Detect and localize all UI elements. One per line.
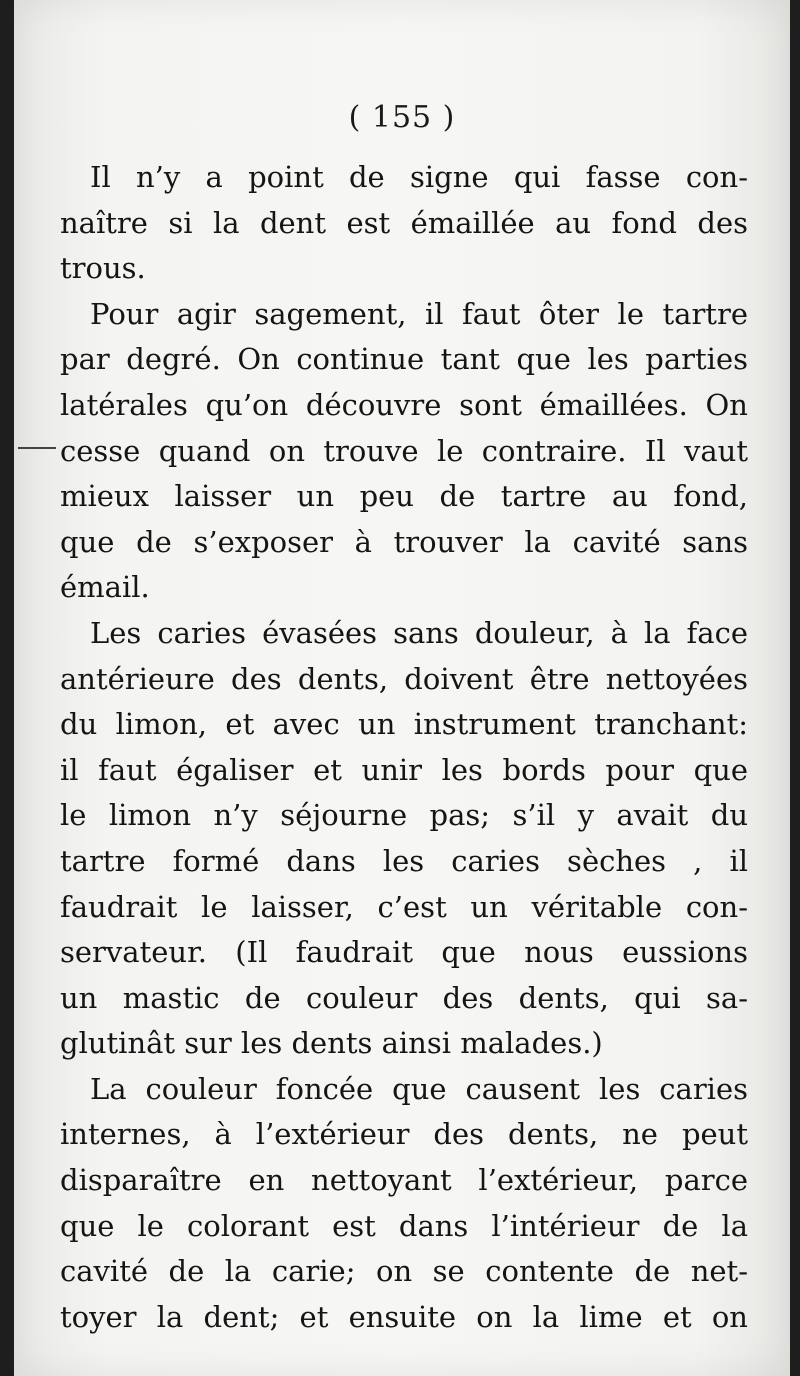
text-line: cavité de la carie; on se contente de net- [60, 1254, 748, 1289]
text-line: il faut égaliser et unir les bords pour que [60, 752, 748, 787]
text-line: tartre formé dans les caries sèches , il [60, 843, 748, 878]
text-line: cesse quand on trouve le contraire. Il vaut [60, 433, 748, 468]
text-line: glutinât sur les dents ainsi malades.) [60, 1026, 603, 1061]
page-number: ( 155 ) [348, 100, 456, 135]
text-line: mieux laisser un peu de tartre au fond, [60, 479, 748, 514]
text-line: que de s’exposer à trouver la cavité sans [60, 524, 748, 559]
text-line: naître si la dent est émaillée au fond des [60, 205, 748, 240]
book-page [14, 0, 790, 1376]
text-line: toyer la dent; et ensuite on la lime et on [60, 1299, 748, 1334]
text-line: faudrait le laisser, c’est un véritable con- [60, 889, 748, 924]
text-line: un mastic de couleur des dents, qui sa- [60, 980, 748, 1015]
text-line: du limon, et avec un instrument tranchant: [60, 707, 748, 742]
text-line: La couleur foncée que causent les caries [90, 1071, 748, 1106]
text-line: antérieure des dents, doivent être nettoyées [60, 661, 748, 696]
text-line: Il n’y a point de signe qui fasse con- [90, 160, 748, 194]
text-line: disparaître en nettoyant l’extérieur, parce [60, 1163, 748, 1198]
text-line: latérales qu’on découvre sont émaillées. On [60, 387, 748, 422]
text-line: trous. [60, 251, 146, 286]
text-line: émail. [60, 570, 150, 605]
body-text [60, 155, 748, 1340]
text-line: Les caries évasées sans douleur, à la face [90, 615, 748, 650]
text-line: le limon n’y séjourne pas; s’il y avait du [60, 798, 748, 833]
text-line: internes, à l’extérieur des dents, ne peut [60, 1117, 748, 1152]
margin-mark [18, 447, 56, 449]
text-line: par degré. On continue tant que les parties [60, 342, 748, 377]
text-line: que le colorant est dans l’intérieur de la [60, 1208, 748, 1243]
text-line: servateur. (Il faudrait que nous eussions [60, 935, 748, 970]
text-line: Pour agir sagement, il faut ôter le tartre [90, 296, 748, 331]
